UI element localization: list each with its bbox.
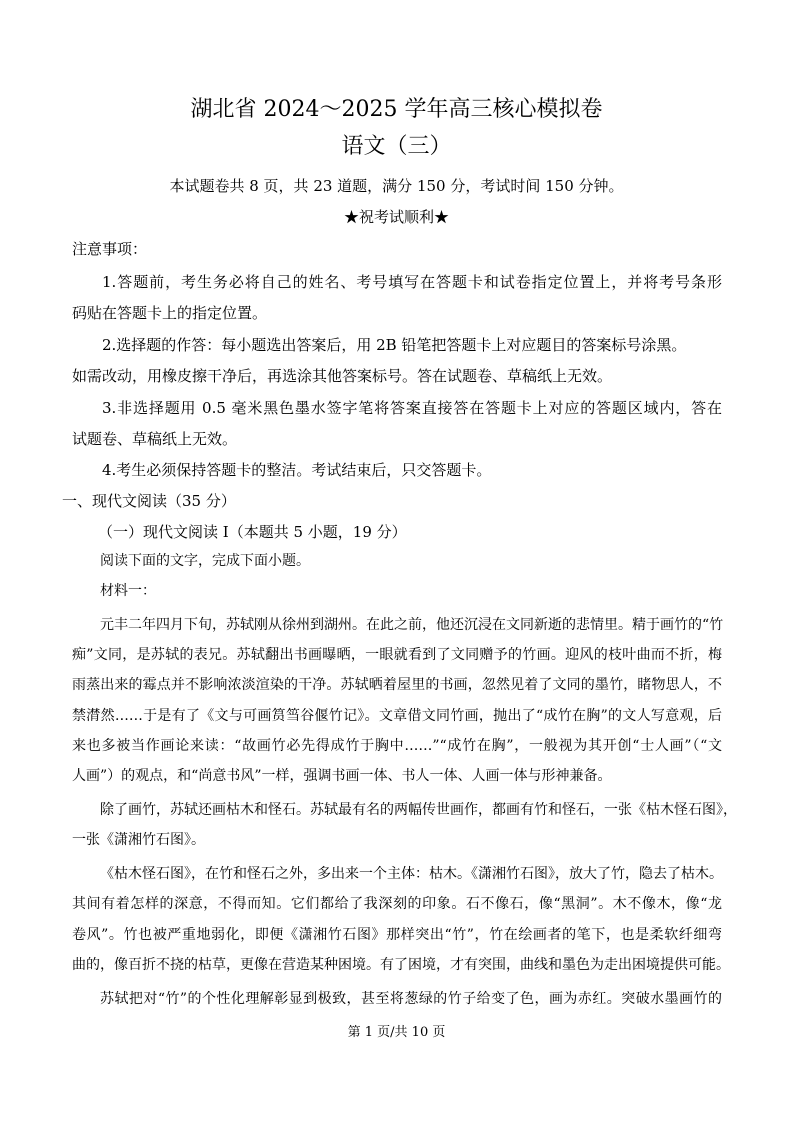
notice-line: 1.答题前，考生务必将自己的姓名、考号填写在答题卡和试卷指定位置上，并将考号条形	[102, 273, 722, 291]
notice-line: 试题卷、草稿纸上无效。	[72, 430, 238, 448]
passage-line: 卷风”。竹也被严重地弱化，即便《潇湘竹石图》那样突出“竹”，竹在绘画者的笔下，也是柔软纤细弯	[72, 927, 722, 943]
exam-info: 本试题卷共 8 页，共 23 道题，满分 150 分，考试时间 150 分钟。	[169, 177, 624, 195]
section-subheading: （一）现代文阅读 I（本题共 5 小题，19 分）	[98, 523, 407, 541]
passage-line: 其间有着怎样的深意，不得而知。它们都给了我深刻的印象。石不像石，像“黑洞”。木不像木，像“龙	[72, 896, 722, 912]
passage-line: 雨蒸出来的霉点并不影响浓淡渲染的干净。苏轼晒着屋里的书画，忽然见着了文同的墨竹，睹物思人，不	[72, 677, 722, 693]
notice-line: 2.选择题的作答：每小题选出答案后，用 2B 铅笔把答题卡上对应题目的答案标号涂黑。	[102, 336, 687, 354]
material-label: 材料一：	[100, 583, 156, 599]
passage-line: 一张《潇湘竹石图》。	[72, 832, 205, 848]
notice-line: 4.考生必须保持答题卡的整洁。考试结束后，只交答题卡。	[102, 461, 492, 479]
page-subtitle: 语文（三）	[341, 134, 452, 159]
page-number: 第 1 页/共 10 页	[347, 1025, 446, 1040]
notice-line: 3.非选择题用 0.5 毫米黑色墨水签字笔将答案直接答在答题卡上对应的答题区域内，答在	[102, 399, 722, 417]
passage-line: 元丰二年四月下旬，苏轼刚从徐州到湖州。在此之前，他还沉浸在文同新逝的悲情里。精于画竹的“竹	[100, 617, 724, 633]
section-instruction: 阅读下面的文字，完成下面小题。	[100, 553, 310, 569]
passage-line: 除了画竹，苏轼还画枯木和怪石。苏轼最有名的两幅传世画作，都画有竹和怪石，一张《枯木怪石图》，	[100, 802, 737, 818]
passage-line: 苏轼把对“竹”的个性化理解彰显到极致，甚至将葱绿的竹子给变了色，画为赤红。突破水墨画竹的	[100, 991, 722, 1007]
notice-line: 如需改动，用橡皮擦干净后，再选涂其他答案标号。答在试题卷、草稿纸上无效。	[72, 367, 613, 385]
passage-line: 《枯木怪石图》，在竹和怪石之外，多出来一个主体：枯木。《潇湘竹石图》，放大了竹，隐去了枯木。	[100, 866, 723, 882]
passage-line: 曲的，像百折不挠的枯草，更像在营造某种困境。有了困境，才有突围，曲线和墨色为走出困境提供可能。	[72, 957, 730, 973]
section-heading: 一、现代文阅读（35 分）	[62, 492, 236, 510]
passage-line: 痴”文同，是苏轼的表兄。苏轼翻出书画曝晒，一眼就看到了文同赠予的竹画。迎风的枝叶曲而不折，梅	[72, 647, 722, 663]
passage-line: 禁潸然……于是有了《文与可画筼筜谷偃竹记》。文章借文同竹画，抛出了“成竹在胸”的文人写意观，后	[72, 708, 722, 724]
passage-line: 来也多被当作画论来读：“故画竹必先得成竹于胸中……”“成竹在胸”，一般视为其开创“士人画”（“文	[72, 738, 722, 754]
good-luck-line: ★祝考试顺利★	[343, 208, 449, 226]
notice-line: 码贴在答题卡上的指定位置。	[72, 304, 268, 322]
passage-line: 人画”）的观点，和“尚意书风”一样，强调书画一体、书人一体、人画一体与形神兼备。	[72, 768, 612, 784]
notice-heading: 注意事项：	[72, 240, 148, 258]
page-title: 湖北省 2024～2025 学年高三核心模拟卷	[190, 97, 603, 122]
